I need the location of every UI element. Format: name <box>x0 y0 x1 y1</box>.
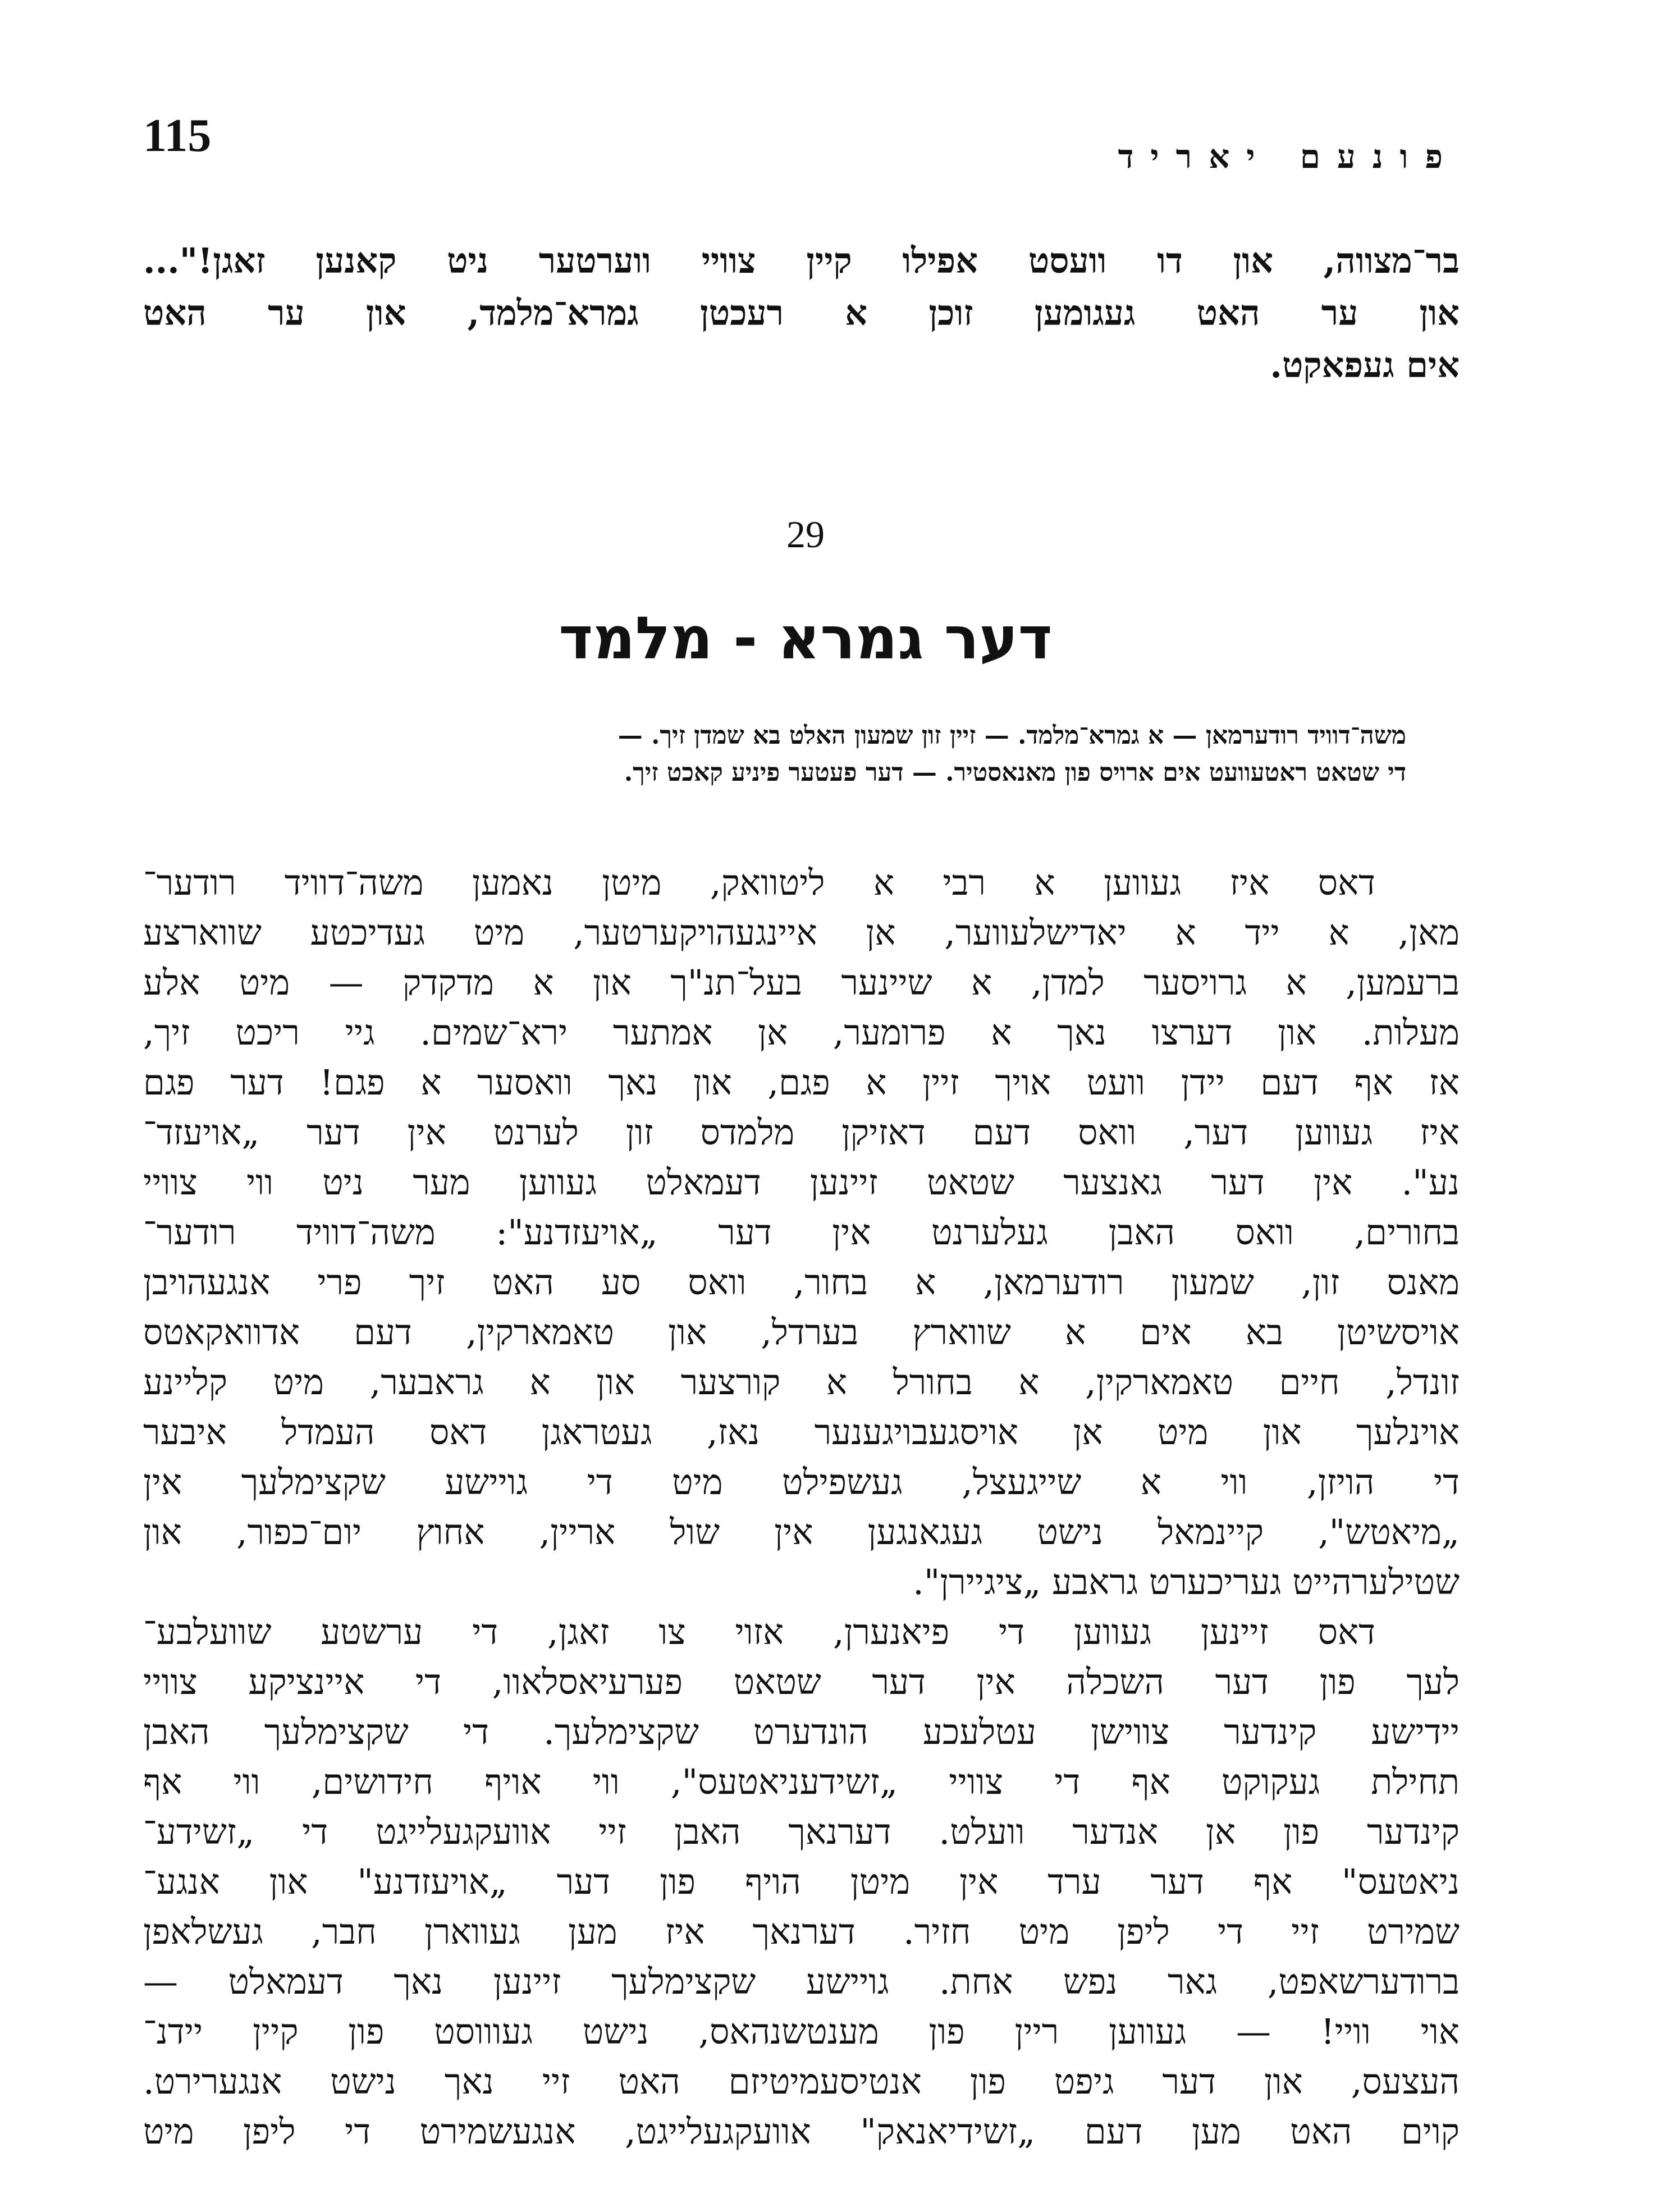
text-line: „מיאטש", קיינמאל נישט געגאנגען אין שול אריין, אחוץ יום־כפור, און <box>143 1512 1460 1552</box>
text-line: זונדל, חיים טאמארקין, א בחורל א קורצער און א גראבער, מיט קליינע <box>143 1362 1460 1403</box>
text-line: תחילת געקוקט אף די צוויי „זשידעניאטעס", ווי אויף חידושים, ווי אף <box>143 1761 1460 1802</box>
body-text <box>143 858 1460 2156</box>
text-line: איז געווען דער, וואס דעם דאזיקן מלמדס זון לערנט אין דער „אויעזד־ <box>143 1112 1460 1153</box>
chapter-summary <box>182 717 1406 791</box>
chapter-title: דער גמרא - מלמד <box>559 604 1053 672</box>
text-line: דאס זיינען געווען די פיאנערן, אזוי צו זאגן, די ערשטע שוועלבע־ <box>143 1611 1375 1652</box>
text-line: אוי וויי! — געווען ריין פון מענטשנהאס, נישט געוווסט פון קיין יידנ־ <box>143 2011 1460 2052</box>
text-line: די הויזן, ווי א שייגעצל, געשפילט מיט די גויישע שקצימלעך אין <box>143 1462 1460 1503</box>
text-line: שטילערהייט געריכערט גראבע „ציגיירן". <box>913 1561 1460 1602</box>
text-line: אז אף דעם יידן וועט אויך זיין א פגם, און נאך וואסער א פגם! דער פגם <box>143 1062 1460 1103</box>
text-line: אויסשיטן בא אים א שווארץ בערדל, און טאמארקין, דעם אדוואקאטס <box>143 1312 1460 1353</box>
text-line: דאס איז געווען א רבי א ליטוואק, מיטן נאמען משה־דוויד רודער־ <box>143 862 1375 903</box>
text-line: און ער האט געגומען זוכן א רעכטן גמרא־מלמד, און ער האט <box>143 292 1460 333</box>
text-line: ברודערשאפט, גאר נפש אחת. גויישע שקצימלעך זיינען נאך דעמאלט — <box>143 1961 1460 2002</box>
text-line: אוינלעך און מיט אן אויסגעבויגענער נאז, געטראגן דאס העמדל איבער <box>143 1412 1460 1453</box>
summary-line: משה־דוויד רודערמאן — א גמרא־מלמד. — זיין זון שמעון האלט בא שמדן זיך. — <box>617 721 1406 750</box>
text-line: בחורים, וואס האבן געלערנט אין דער „אויעזדנע": משה־דוויד רודער־ <box>143 1212 1460 1253</box>
page-number: 115 <box>143 109 212 162</box>
text-line: מאן, א ייד א יאדישלעווער, אן איינגעהויקערטער, מיט געדיכטע שווארצע <box>143 912 1460 953</box>
text-line: העצעס, און דער גיפט פון אנטיסעמיטיזם האט זיי נאך נישט אנגערירט. <box>143 2061 1460 2102</box>
running-head: פונעם יאריד <box>1118 138 1460 176</box>
text-line: מאנס זון, שמעון רודערמאן, א בחור, וואס סע האט זיך פרי אנגעהויבן <box>143 1262 1460 1303</box>
text-line: נע". אין דער גאנצער שטאט זיינען דעמאלט געווען מער ניט ווי צוויי <box>143 1162 1460 1203</box>
text-line: בר־מצווה, און דו וועסט אפילו קיין צוויי ווערטער ניט קאנען זאגן!"... <box>143 240 1460 281</box>
text-line: קוים האט מען דעם „זשידיאנאק" אוועקגעלייגט, אנגעשמירט די ליפן מיט <box>143 2111 1460 2152</box>
text-line: יידישע קינדער צווישן עטלעכע הונדערט שקצימלעך. די שקצימלעך האבן <box>143 1711 1460 1752</box>
chapter-number: 29 <box>786 513 825 556</box>
text-line: מעלות. און דערצו נאך א פרומער, אן אמתער ירא־שמים. גיי ריכט זיך, <box>143 1012 1460 1053</box>
summary-line: די שטאט ראטעוועט אים ארויס פון מאנאסטיר. — דער פעטער פיניע קאכט זיך. <box>624 758 1406 787</box>
text-line: ברעמען, א גרויסער למדן, א שיינער בעל־תנ"ך און א מדקדק — מיט אלע <box>143 962 1460 1003</box>
text-line: קינדער פון אן אנדער וועלט. דערנאך האבן זיי אוועקגעלייגט די „זשידע־ <box>143 1811 1460 1852</box>
text-line: אים געפאקט. <box>1270 345 1460 386</box>
text-line: לעך פון דער השכלה אין דער שטאט פערעיאסלאוו, די איינציקע צוויי <box>143 1661 1460 1702</box>
text-line: ניאטעס" אף דער ערד אין מיטן הויף פון דער „אויעזדנע" און אנגע־ <box>143 1861 1460 1902</box>
intro-paragraph <box>143 235 1460 391</box>
text-line: שמירט זיי די ליפן מיט חזיר. דערנאך איז מען געווארן חבר, געשלאפן <box>143 1911 1460 1952</box>
